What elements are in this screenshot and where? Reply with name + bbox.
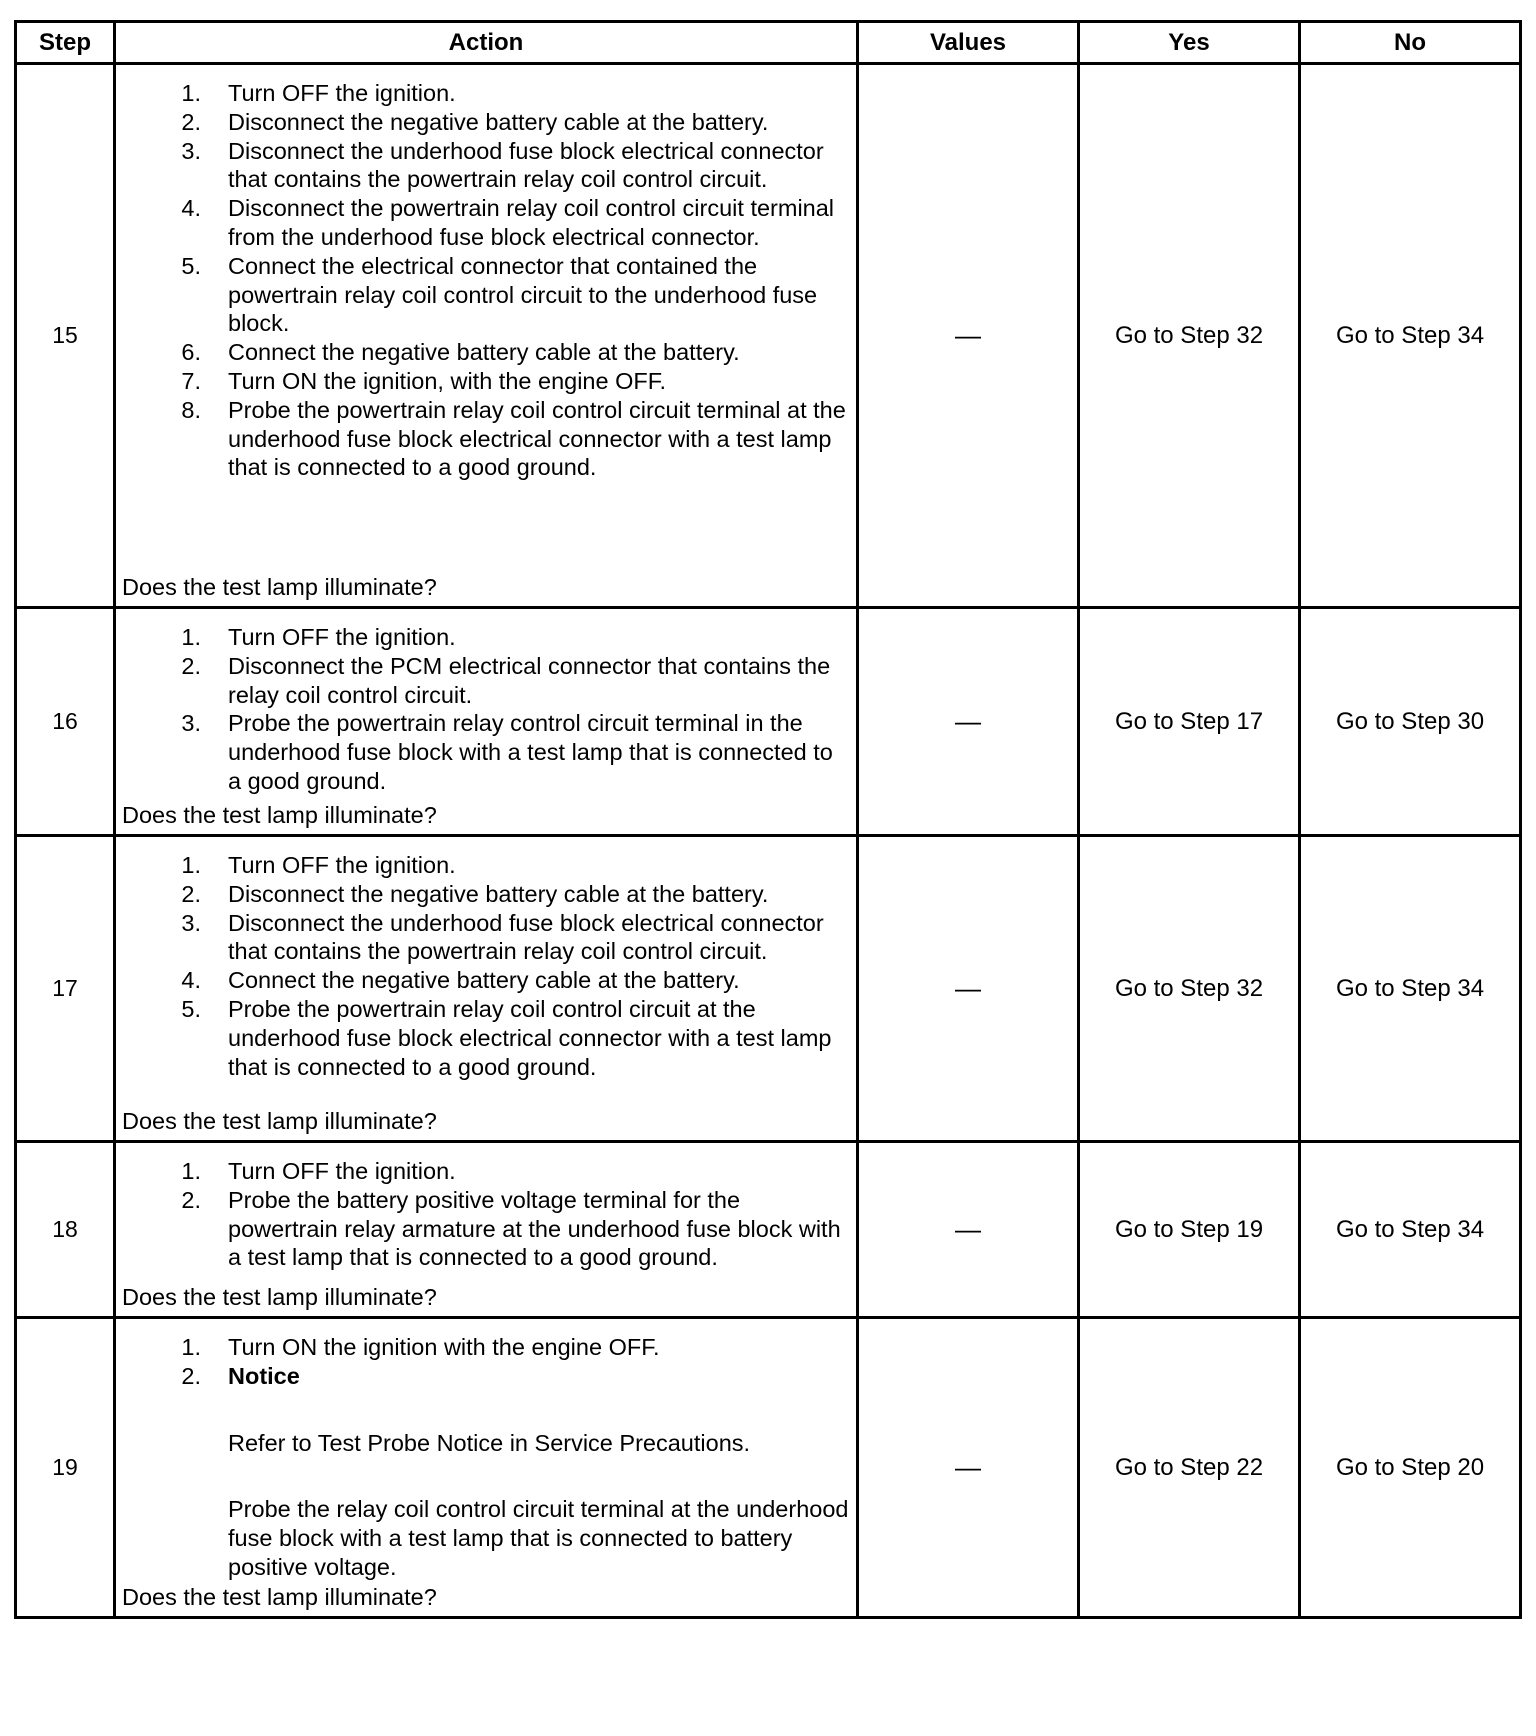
instruction-text: Turn OFF the ignition. [228, 852, 456, 878]
instruction-item [116, 1186, 850, 1272]
instruction-list [116, 65, 856, 482]
action-content [116, 837, 856, 1140]
step-number: 19 [16, 1318, 115, 1618]
step-number: 16 [16, 608, 115, 836]
question-text: Does the test lamp illuminate? [122, 802, 437, 829]
instruction-list [116, 609, 856, 796]
notice-paragraph: Refer to Test Probe Notice in Service Precautions. [228, 1429, 751, 1456]
diagnostic-table [14, 20, 1522, 1619]
instruction-number: 3. [181, 137, 201, 164]
instruction-text: Disconnect the underhood fuse block electrical connector that contains the powertrain relay coil control circuit. [228, 137, 824, 193]
values-cell: — [858, 608, 1079, 836]
step-number: 15 [16, 64, 115, 608]
instruction-number: 1. [181, 80, 201, 106]
instruction-text: Connect the negative battery cable at the battery. [228, 339, 740, 366]
instruction-item [116, 1157, 850, 1186]
action-cell [115, 608, 858, 836]
instruction-item [116, 1362, 850, 1582]
instruction-item [116, 709, 850, 795]
header-no: No [1300, 22, 1521, 64]
instruction-list [116, 1319, 856, 1582]
header-row [16, 22, 1521, 64]
action-cell [115, 836, 858, 1142]
instruction-text: Disconnect the powertrain relay coil control circuit terminal from the underhood fuse block electrical connector. [228, 195, 835, 250]
instruction-number: 2. [181, 1362, 201, 1389]
yes-result: Go to Step 22 [1079, 1318, 1300, 1618]
step-number: 17 [16, 836, 115, 1142]
instruction-item [116, 1333, 850, 1362]
yes-result: Go to Step 32 [1079, 64, 1300, 608]
action-content [116, 65, 856, 606]
instruction-item [116, 966, 850, 995]
action-cell [115, 64, 858, 608]
table-row [16, 1318, 1521, 1618]
instruction-text: Disconnect the negative battery cable at the battery. [228, 108, 769, 135]
instruction-item [116, 880, 850, 909]
table-row [16, 64, 1521, 608]
instruction-number: 2. [181, 880, 201, 907]
instruction-number: 8. [181, 396, 201, 423]
instruction-text: Disconnect the negative battery cable at the battery. [228, 880, 769, 907]
instruction-text: Turn OFF the ignition. [228, 80, 456, 106]
instruction-text: Turn OFF the ignition. [228, 1158, 456, 1184]
instruction-text: Turn ON the ignition with the engine OFF. [228, 1334, 660, 1360]
values-cell: — [858, 1318, 1079, 1618]
question-text: Does the test lamp illuminate? [122, 1584, 437, 1611]
instruction-item [116, 194, 850, 252]
action-cell [115, 1318, 858, 1618]
instruction-number: 6. [181, 339, 201, 366]
instruction-text: Disconnect the underhood fuse block electrical connector that contains the powertrain relay coil control circuit. [228, 909, 824, 965]
instruction-item [116, 909, 850, 967]
instruction-item [116, 851, 850, 880]
question-text: Does the test lamp illuminate? [122, 574, 437, 601]
instruction-item [116, 108, 850, 137]
action-content [116, 609, 856, 834]
notice-paragraph: Probe the relay coil control circuit terminal at the underhood fuse block with a test lamp that is connected to battery positive voltage. [228, 1496, 849, 1580]
instruction-text: Turn ON the ignition, with the engine OFF. [228, 367, 667, 394]
header-step: Step [16, 22, 115, 64]
instruction-number: 4. [181, 195, 201, 222]
instruction-text: Connect the negative battery cable at the battery. [228, 967, 740, 994]
question-text: Does the test lamp illuminate? [122, 1284, 437, 1311]
question-text: Does the test lamp illuminate? [122, 1108, 437, 1135]
notice-heading: Notice [228, 1362, 300, 1389]
instruction-number: 1. [181, 624, 201, 650]
header-yes: Yes [1079, 22, 1300, 64]
instruction-number: 5. [181, 252, 201, 279]
instruction-text: Probe the powertrain relay coil control circuit terminal at the underhood fuse block electrical connector with a test lamp that is connected to a good ground. [228, 396, 846, 481]
header-values: Values [858, 22, 1079, 64]
instruction-number: 3. [181, 710, 201, 737]
table-row [16, 836, 1521, 1142]
values-cell: — [858, 64, 1079, 608]
instruction-number: 4. [181, 967, 201, 994]
no-result: Go to Step 34 [1300, 64, 1521, 608]
instruction-item [116, 137, 850, 195]
instruction-text: Probe the powertrain relay coil control circuit at the underhood fuse block electrical connector with a test lamp that is connected to a good ground. [228, 995, 832, 1080]
table-row [16, 1142, 1521, 1318]
instruction-item [116, 623, 850, 652]
instruction-item [116, 252, 850, 338]
step-number: 18 [16, 1142, 115, 1318]
instruction-list [116, 1143, 856, 1272]
instruction-item [116, 995, 850, 1081]
yes-result: Go to Step 32 [1079, 836, 1300, 1142]
values-cell: — [858, 836, 1079, 1142]
yes-result: Go to Step 19 [1079, 1142, 1300, 1318]
instruction-text: Turn OFF the ignition. [228, 624, 456, 650]
no-result: Go to Step 30 [1300, 608, 1521, 836]
action-cell [115, 1142, 858, 1318]
instruction-text: Connect the electrical connector that contained the powertrain relay coil control circuit to the underhood fuse block. [228, 252, 818, 337]
instruction-item [116, 338, 850, 367]
no-result: Go to Step 20 [1300, 1318, 1521, 1618]
instruction-number: 5. [181, 995, 201, 1022]
instruction-number: 2. [181, 652, 201, 679]
instruction-text [228, 1362, 850, 1582]
instruction-text: Probe the powertrain relay control circuit terminal in the underhood fuse block with a test lamp that is connected to a good ground. [228, 710, 833, 794]
instruction-item [116, 367, 850, 396]
instruction-item [116, 652, 850, 710]
action-content [116, 1319, 856, 1616]
instruction-number: 7. [181, 367, 201, 394]
instruction-number: 3. [181, 909, 201, 936]
header-action: Action [115, 22, 858, 64]
instruction-number: 1. [181, 1158, 201, 1184]
instruction-text: Disconnect the PCM electrical connector that contains the relay coil control circuit. [228, 652, 831, 708]
yes-result: Go to Step 17 [1079, 608, 1300, 836]
instruction-number: 2. [181, 108, 201, 135]
values-cell: — [858, 1142, 1079, 1318]
instruction-text: Probe the battery positive voltage terminal for the powertrain relay armature at the underhood fuse block with a test lamp that is connected to a good ground. [228, 1186, 841, 1271]
instruction-number: 1. [181, 852, 201, 878]
instruction-item [116, 79, 850, 108]
instruction-number: 1. [181, 1334, 201, 1360]
instruction-list [116, 837, 856, 1081]
instruction-number: 2. [181, 1186, 201, 1213]
instruction-item [116, 396, 850, 482]
no-result: Go to Step 34 [1300, 836, 1521, 1142]
action-content [116, 1143, 856, 1316]
no-result: Go to Step 34 [1300, 1142, 1521, 1318]
table-row [16, 608, 1521, 836]
